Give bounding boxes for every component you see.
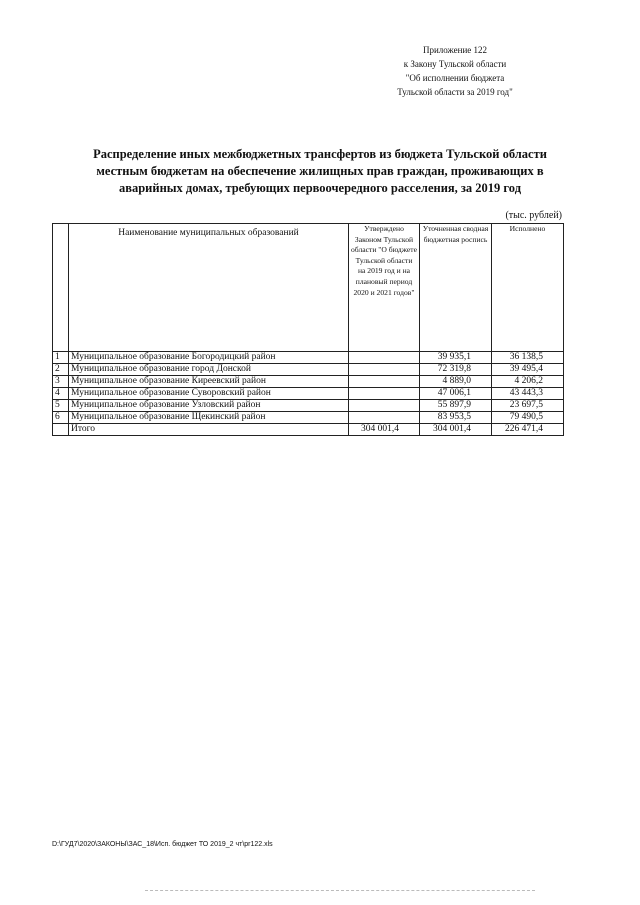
appendix-number: Приложение 122 <box>422 45 488 55</box>
row-index: 2 <box>53 364 69 376</box>
total-executed: 226 471,4 <box>492 424 564 436</box>
row-index: 6 <box>53 412 69 424</box>
total-label: Итого <box>69 424 349 436</box>
table-row <box>53 388 564 400</box>
row-executed: 39 495,4 <box>492 364 564 376</box>
row-executed: 79 490,5 <box>492 412 564 424</box>
row-approved <box>349 364 420 376</box>
appendix-law-ref: к Закону Тульской области <box>403 59 507 69</box>
appendix-header <box>380 43 530 99</box>
title-line-3: аварийных домах, требующих первоочередного расселения, за 2019 год <box>118 181 522 195</box>
appendix-law-title-2: Тульской области за 2019 год" <box>397 87 513 97</box>
total-refined: 304 001,4 <box>420 424 492 436</box>
title-line-1: Распределение иных межбюджетных трансфертов из бюджета Тульской области <box>93 147 547 161</box>
row-approved <box>349 376 420 388</box>
row-name: Муниципальное образование Щекинский район <box>69 412 349 424</box>
row-approved <box>349 412 420 424</box>
total-approved: 304 001,4 <box>349 424 420 436</box>
row-name: Муниципальное образование Киреевский район <box>69 376 349 388</box>
row-refined: 47 006,1 <box>420 388 492 400</box>
table-row <box>53 364 564 376</box>
table-row <box>53 376 564 388</box>
bottom-divider <box>145 890 535 891</box>
row-name: Муниципальное образование Богородицкий район <box>69 352 349 364</box>
row-refined: 4 889,0 <box>420 376 492 388</box>
row-refined: 83 953,5 <box>420 412 492 424</box>
row-executed: 23 697,5 <box>492 400 564 412</box>
total-row <box>53 424 564 436</box>
row-index: 4 <box>53 388 69 400</box>
row-index: 3 <box>53 376 69 388</box>
row-executed: 4 206,2 <box>492 376 564 388</box>
header-approved: Утверждено Законом Тульской области "О бюджете Тульской области на 2019 год и на плановый период 2020 и 2021 годов" <box>349 224 420 352</box>
row-name: Муниципальное образование Суворовский район <box>69 388 349 400</box>
row-index: 5 <box>53 400 69 412</box>
header-refined: Уточненная сводная бюджетная роспись <box>420 224 492 352</box>
header-name: Наименование муниципальных образований <box>69 224 349 352</box>
units-label: (тыс. рублей) <box>505 210 562 221</box>
table-row <box>53 412 564 424</box>
row-approved <box>349 352 420 364</box>
title-line-2: местным бюджетам на обеспечение жилищных прав граждан, проживающих в <box>96 164 544 178</box>
header-index <box>53 224 69 352</box>
file-path-footer: D:\ГУД7\2020\ЗАКОНЫ\ЗАС_18\Исп. бюджет ТО 2019_2 чт\pr122.xls <box>52 841 273 848</box>
transfers-table <box>52 223 564 436</box>
table-header-row <box>53 224 564 352</box>
row-name: Муниципальное образование город Донской <box>69 364 349 376</box>
appendix-law-title-1: "Об исполнении бюджета <box>405 73 505 83</box>
row-executed: 36 138,5 <box>492 352 564 364</box>
row-name: Муниципальное образование Узловский район <box>69 400 349 412</box>
total-index <box>53 424 69 436</box>
table-row <box>53 352 564 364</box>
row-approved <box>349 400 420 412</box>
document-title <box>60 146 580 197</box>
row-refined: 55 897,9 <box>420 400 492 412</box>
header-executed: Исполнено <box>492 224 564 352</box>
table-row <box>53 400 564 412</box>
row-executed: 43 443,3 <box>492 388 564 400</box>
row-approved <box>349 388 420 400</box>
row-index: 1 <box>53 352 69 364</box>
row-refined: 39 935,1 <box>420 352 492 364</box>
row-refined: 72 319,8 <box>420 364 492 376</box>
